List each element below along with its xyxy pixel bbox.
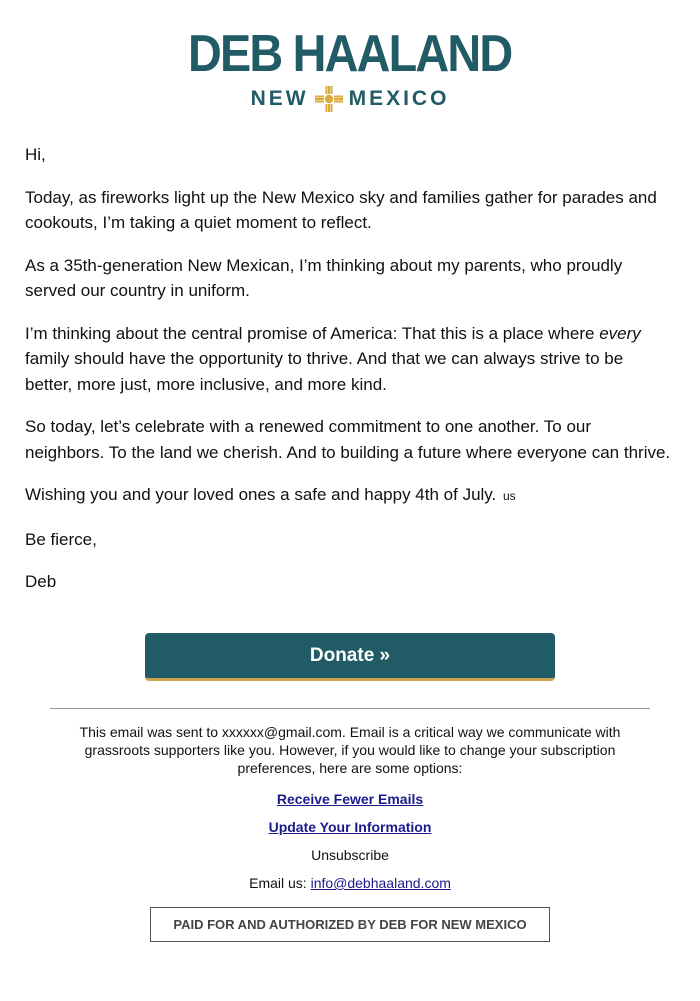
email-us-label: Email us: xyxy=(249,875,307,891)
donate-button[interactable]: Donate » xyxy=(145,633,555,681)
brand-logo-subtitle xyxy=(0,86,700,112)
paid-for-disclaimer: PAID FOR AND AUTHORIZED BY DEB FOR NEW MEXICO xyxy=(150,907,550,942)
footer-links xyxy=(75,790,625,892)
email-address-link[interactable]: info@debhaaland.com xyxy=(310,875,451,891)
unsubscribe-link[interactable]: Unsubscribe xyxy=(311,847,389,863)
brand-logo-name: DEB HAALAND xyxy=(188,25,512,83)
paragraph-3-before: I’m thinking about the central promise of America: That this is a place where xyxy=(25,323,600,343)
email-footer xyxy=(75,723,625,902)
brand-sub-left: NEW xyxy=(250,87,309,110)
email-body xyxy=(25,142,675,612)
signoff: Be fierce, xyxy=(25,529,97,549)
paragraph-5 xyxy=(25,482,675,510)
zia-sun-icon xyxy=(315,86,343,112)
signature: Deb xyxy=(25,572,57,591)
greeting: Hi, xyxy=(25,145,46,164)
paragraph-5-text: Wishing you and your loved ones a safe and happy 4th of July. xyxy=(25,485,497,504)
paragraph-1: Today, as fireworks light up the New Mexico sky and families gather for parades and cookouts, I’m taking a quiet moment to reflect. xyxy=(25,187,657,232)
flag-glyph: us xyxy=(503,489,516,503)
receive-fewer-emails-link[interactable]: Receive Fewer Emails xyxy=(276,791,424,807)
paragraph-2: As a 35th-generation New Mexican, I’m thinking about my parents, who proudly served our country in uniform. xyxy=(25,255,623,300)
paragraph-4: So today, let’s celebrate with a renewed commitment to one another. To our neighbors. To the land we cherish. And to building a future where everyone can thrive. xyxy=(25,417,671,462)
email-header xyxy=(0,25,700,112)
footer-notice: This email was sent to xxxxxx@gmail.com. Email is a critical way we communicate with grassroots supporters like you. However, if you would like to change your subscription preferences, here are some options: xyxy=(79,724,621,776)
paragraph-3-after: family should have the opportunity to thrive. And that we can always strive to be better, more just, more inclusive, and more kind. xyxy=(25,349,624,394)
email-us-line xyxy=(75,874,625,892)
paragraph-3-emphasis: every xyxy=(599,323,641,343)
update-information-link[interactable]: Update Your Information xyxy=(268,819,432,835)
brand-sub-right: MEXICO xyxy=(348,87,450,110)
footer-divider xyxy=(50,708,650,709)
paragraph-3 xyxy=(25,321,675,398)
